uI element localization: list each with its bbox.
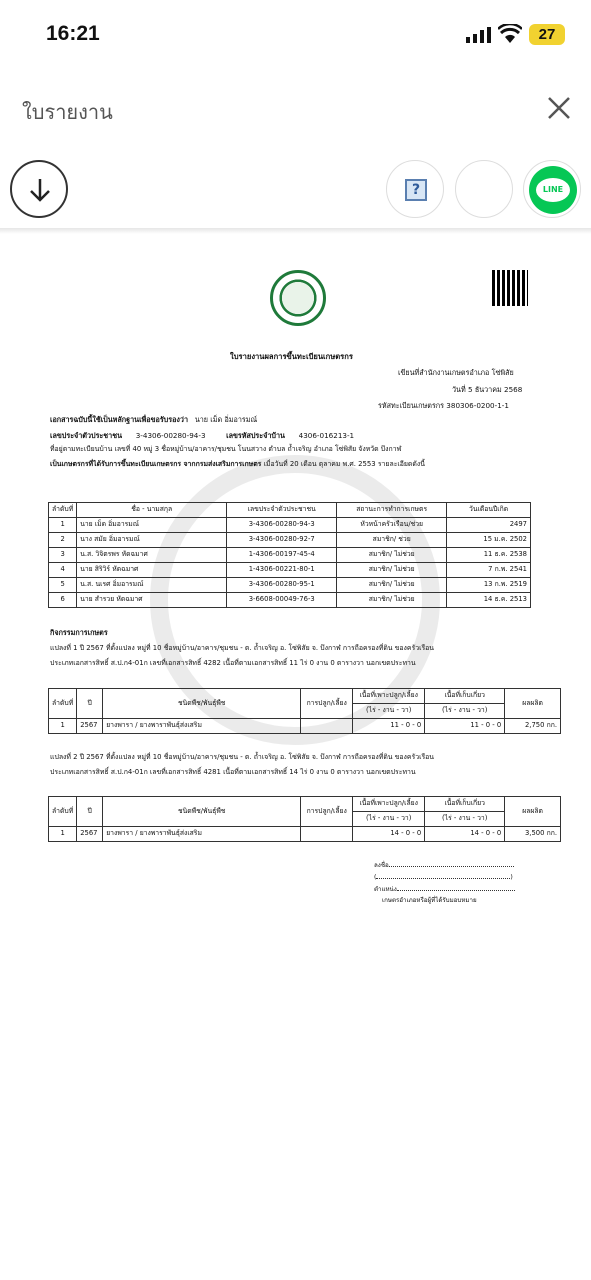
col-header: ลำดับที่ [49, 797, 77, 827]
unit-label: (ไร่ - งาน - วา) [425, 704, 505, 719]
help-icon: ? [405, 179, 427, 201]
divider [0, 228, 591, 234]
registered-date: เมื่อวันที่ 20 เดือน ตุลาคม พ.ศ. 2553 รายละเอียดดังนี้ [261, 460, 425, 468]
table-row: 2 นาง สมัย อิ่มอารมณ์ 3-4306-00280-92-7 สมาชิก/ ช่วย 15 ม.ค. 2502 [49, 533, 531, 548]
col-header: ชนิดพืช/พันธุ์พืช [103, 689, 301, 719]
close-icon[interactable] [545, 94, 573, 122]
col-header: เนื้อที่เก็บเกี่ยว [425, 797, 505, 812]
table-row: 1 นาย เม็ด อิ่มอารมณ์ 3-4306-00280-94-3 หัวหน้าครัวเรือน/ช่วย 2497 [49, 518, 531, 533]
battery-indicator: 27 [529, 24, 565, 45]
col-header: ผลผลิต [505, 689, 561, 719]
reg-code: รหัสทะเบียนเกษตรกร 380306-0200-1-1 [378, 401, 509, 410]
plot1-crop-table [48, 688, 561, 734]
col-header: การปลูก/เลี้ยง [301, 689, 353, 719]
col-header: ชื่อ - นามสกุล [77, 503, 227, 518]
table-row: 4 นาย สิริวิร์ หัดฉมาศ 1-4306-00221-80-1 สมาชิก/ ไม่ช่วย 7 ก.พ. 2541 [49, 563, 531, 578]
download-icon [26, 176, 54, 204]
clock: 16:21 [46, 22, 100, 45]
qr-code [492, 270, 528, 306]
date-line: วันที่ 5 ธันวาคม 2568 [452, 385, 523, 394]
page-title: ใบรายงาน [22, 100, 113, 124]
cert-name: นาย เม็ด อิ่มอารมณ์ [194, 415, 258, 424]
unit-label: (ไร่ - งาน - วา) [353, 704, 425, 719]
plot1-line1: แปลงที่ 1 ปี 2567 ที่ตั้งแปลง หมู่ที่ 10 ชื่อหมู่บ้าน/อาคาร/ชุมชน - ต. ถ้ำเจริญ อ. โซ่พิสัย จ. บึงกาฬ การถือครองที่ดิน ของครัวเรือน [50, 644, 435, 652]
table-row: 1 2567 ยางพารา / ยางพาราพันธุ์ส่งเสริม 14 - 0 - 0 14 - 0 - 0 3,500 กก. [49, 827, 561, 842]
col-header: เนื้อที่เพาะปลูก/เลี้ยง [353, 797, 425, 812]
activity-title: กิจกรรมการเกษตร [50, 628, 108, 637]
col-header: ปี [77, 797, 103, 827]
col-header: เลขประจำตัวประชาชน [227, 503, 337, 518]
plot1-line2: ประเภทเอกสารสิทธิ์ ส.ป.ก4-01ก เลขที่เอกสารสิทธิ์ 4282 เนื้อที่ตามเอกสารสิทธิ์ 11 ไร่ 0 งาน 0 ตารางวา นอกเขตประทาน [50, 659, 416, 667]
col-header: เนื้อที่เพาะปลูก/เลี้ยง [353, 689, 425, 704]
line-label: LINE [536, 178, 570, 202]
table-row: 1 2567 ยางพารา / ยางพาราพันธุ์ส่งเสริม 11 - 0 - 0 11 - 0 - 0 2,750 กก. [49, 719, 561, 734]
plot2-line1: แปลงที่ 2 ปี 2567 ที่ตั้งแปลง หมู่ที่ 10 ชื่อหมู่บ้าน/อาคาร/ชุมชน - ต. ถ้ำเจริญ อ. โซ่พิสัย จ. บึงกาฬ การถือครองที่ดิน ของครัวเรือน [50, 753, 435, 761]
col-header: ลำดับที่ [49, 689, 77, 719]
download-button[interactable] [10, 160, 68, 218]
table-row: 5 น.ส. นเรศ อิ่มอารมณ์ 3-4306-00280-95-1 สมาชิก/ ไม่ช่วย 13 ก.พ. 2519 [49, 578, 531, 593]
viewer-header [0, 88, 591, 132]
registered-label: เป็นเกษตรกรที่ได้รับการขึ้นทะเบียนเกษตรกร จากกรมส่งเสริมการเกษตร [50, 460, 262, 468]
col-header: ปี [77, 689, 103, 719]
unit-label: (ไร่ - งาน - วา) [353, 812, 425, 827]
id-label: เลขประจำตัวประชาชน [50, 431, 122, 440]
plot2-line2: ประเภทเอกสารสิทธิ์ ส.ป.ก4-01ก เลขที่เอกสารสิทธิ์ 4281 เนื้อที่ตามเอกสารสิทธิ์ 14 ไร่ 0 งาน 0 ตารางวา นอกเขตประทาน [50, 768, 416, 776]
ministry-logo [270, 270, 326, 326]
table-row: 6 นาย สำรวย หัดฉมาศ 3-6608-00049-76-3 สมาชิก/ ไม่ช่วย 14 ธ.ค. 2513 [49, 593, 531, 608]
col-header: ชนิดพืช/พันธุ์พืช [103, 797, 301, 827]
house-value: 4306-016213-1 [298, 431, 355, 440]
sign-label: ลงชื่อ [374, 862, 389, 869]
col-header: การปลูก/เลี้ยง [301, 797, 353, 827]
col-header: สถานะการทำการเกษตร [337, 503, 447, 518]
line-share-button[interactable] [523, 160, 581, 218]
unit-label: (ไร่ - งาน - วา) [425, 812, 505, 827]
house-label: เลขรหัสประจำบ้าน [226, 431, 285, 440]
id-value: 3-4306-00280-94-3 [135, 431, 206, 440]
status-bar [0, 0, 591, 70]
line-icon [529, 166, 577, 214]
cellular-signal-icon [466, 27, 492, 43]
report-title: ใบรายงานผลการขึ้นทะเบียนเกษตรกร [230, 352, 353, 361]
table-row: 3 น.ส. วิจิตรพร หัดฉมาศ 1-4306-00197-45-4 สมาชิก/ ไม่ช่วย 11 ธ.ค. 2538 [49, 548, 531, 563]
wifi-icon [498, 24, 522, 44]
address-line: ที่อยู่ตามทะเบียนบ้าน เลขที่ 40 หมู่ 3 ชื่อหมู่บ้าน/อาคาร/ชุมชน โนนสวาง ตำบล ถ้ำเจริญ อำเภอ โซ่พิสัย จังหวัด บึงกาฬ [50, 445, 402, 453]
report-document [0, 240, 591, 1280]
share-blank-button[interactable] [455, 160, 513, 218]
members-table [48, 502, 531, 608]
col-header: ลำดับที่ [49, 503, 77, 518]
office-line: เขียนที่สำนักงานเกษตรอำเภอ โซ่พิสัย [398, 368, 514, 377]
share-app-button[interactable] [386, 160, 444, 218]
share-bar [0, 158, 591, 220]
plot2-crop-table [48, 796, 561, 842]
position-label: ตำแหน่ง [374, 885, 397, 893]
sign-note: เกษตรอำเภอหรือผู้ที่ได้รับมอบหมาย [382, 897, 477, 905]
col-header: ผลผลิต [505, 797, 561, 827]
col-header: เนื้อที่เก็บเกี่ยว [425, 689, 505, 704]
cert-label: เอกสารฉบับนี้ใช้เป็นหลักฐานเพื่อขอรับรองว่า [50, 415, 188, 424]
signature-block: ลงชื่อ ( ) ตำแหน่ง เกษตรอำเภอหรือผู้ที่ได้รับมอบหมาย [374, 860, 515, 907]
col-header: วันเดือนปีเกิด [447, 503, 531, 518]
